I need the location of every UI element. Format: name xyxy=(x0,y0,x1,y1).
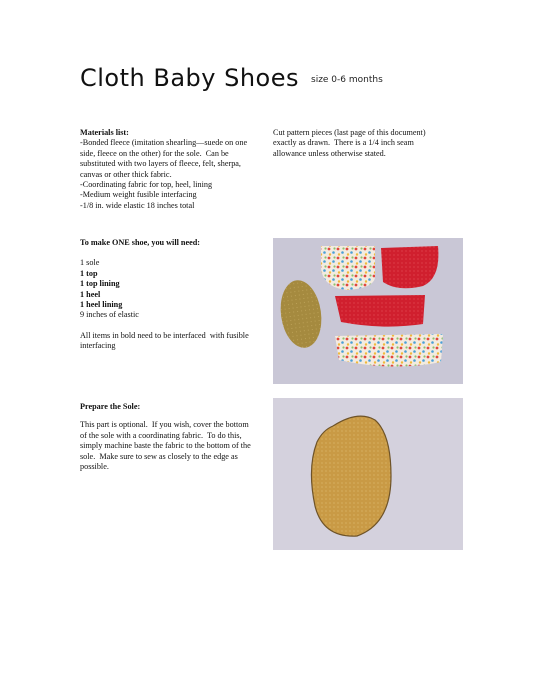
materials-line: -Medium weight fusible interfacing xyxy=(80,190,197,200)
shoe-item: 1 heel lining xyxy=(80,300,123,310)
prepare-sole-section xyxy=(80,402,270,472)
materials-line: -Bonded fleece (imitation shearling—suede on one xyxy=(80,138,248,148)
top-lining-piece xyxy=(321,246,375,290)
shoe-item: 1 top lining xyxy=(80,279,120,289)
materials-line: canvas or other thick fabric. xyxy=(80,169,172,179)
interfacing-note: interfacing xyxy=(80,341,116,351)
materials-section xyxy=(80,128,270,211)
sole-line: simply machine baste the fabric to the bottom of the xyxy=(80,441,251,451)
sole-line: possible. xyxy=(80,462,109,472)
materials-line: -Coordinating fabric for top, heel, lining xyxy=(80,180,213,190)
title-main: Cloth Baby Shoes xyxy=(80,64,299,92)
cut-note-line: exactly as drawn. There is a 1/4 inch seam xyxy=(273,138,414,148)
pattern-pieces-photo xyxy=(273,238,463,384)
sole-line: of the sole with a coordinating fabric. To do this, xyxy=(80,430,242,440)
shoe-item: 1 sole xyxy=(80,258,100,268)
title-size: size 0-6 months xyxy=(311,75,383,85)
sole-line: This part is optional. If you wish, cover the bottom xyxy=(80,420,249,430)
cut-note xyxy=(273,128,463,159)
cut-note-line: allowance unless otherwise stated. xyxy=(273,148,386,158)
cut-note-line: Cut pattern pieces (last page of this document) xyxy=(273,128,426,137)
one-shoe-heading: To make ONE shoe, you will need: xyxy=(80,238,201,247)
covered-sole xyxy=(311,416,391,536)
document-title xyxy=(80,64,383,92)
materials-line: side, fleece on the other) for the sole. Can be xyxy=(80,148,229,158)
shoe-item: 9 inches of elastic xyxy=(80,310,139,320)
heel-lining-piece xyxy=(335,334,443,367)
pattern-pieces-image xyxy=(273,238,463,384)
shoe-item: 1 heel xyxy=(80,289,101,299)
materials-line: -1/8 in. wide elastic 18 inches total xyxy=(80,200,195,210)
materials-heading: Materials list: xyxy=(80,128,129,137)
heel-piece xyxy=(335,295,425,327)
shoe-item: 1 top xyxy=(80,268,98,278)
one-shoe-section xyxy=(80,238,270,352)
sole-photo xyxy=(273,398,463,550)
prepare-sole-heading: Prepare the Sole: xyxy=(80,402,141,411)
interfacing-note: All items in bold need to be interfaced with fusible xyxy=(80,330,249,340)
sole-line: sole. Make sure to sew as closely to the edge as xyxy=(80,451,238,461)
sole-image xyxy=(273,398,463,550)
materials-line: substituted with two layers of fleece, felt, sherpa, xyxy=(80,159,241,169)
